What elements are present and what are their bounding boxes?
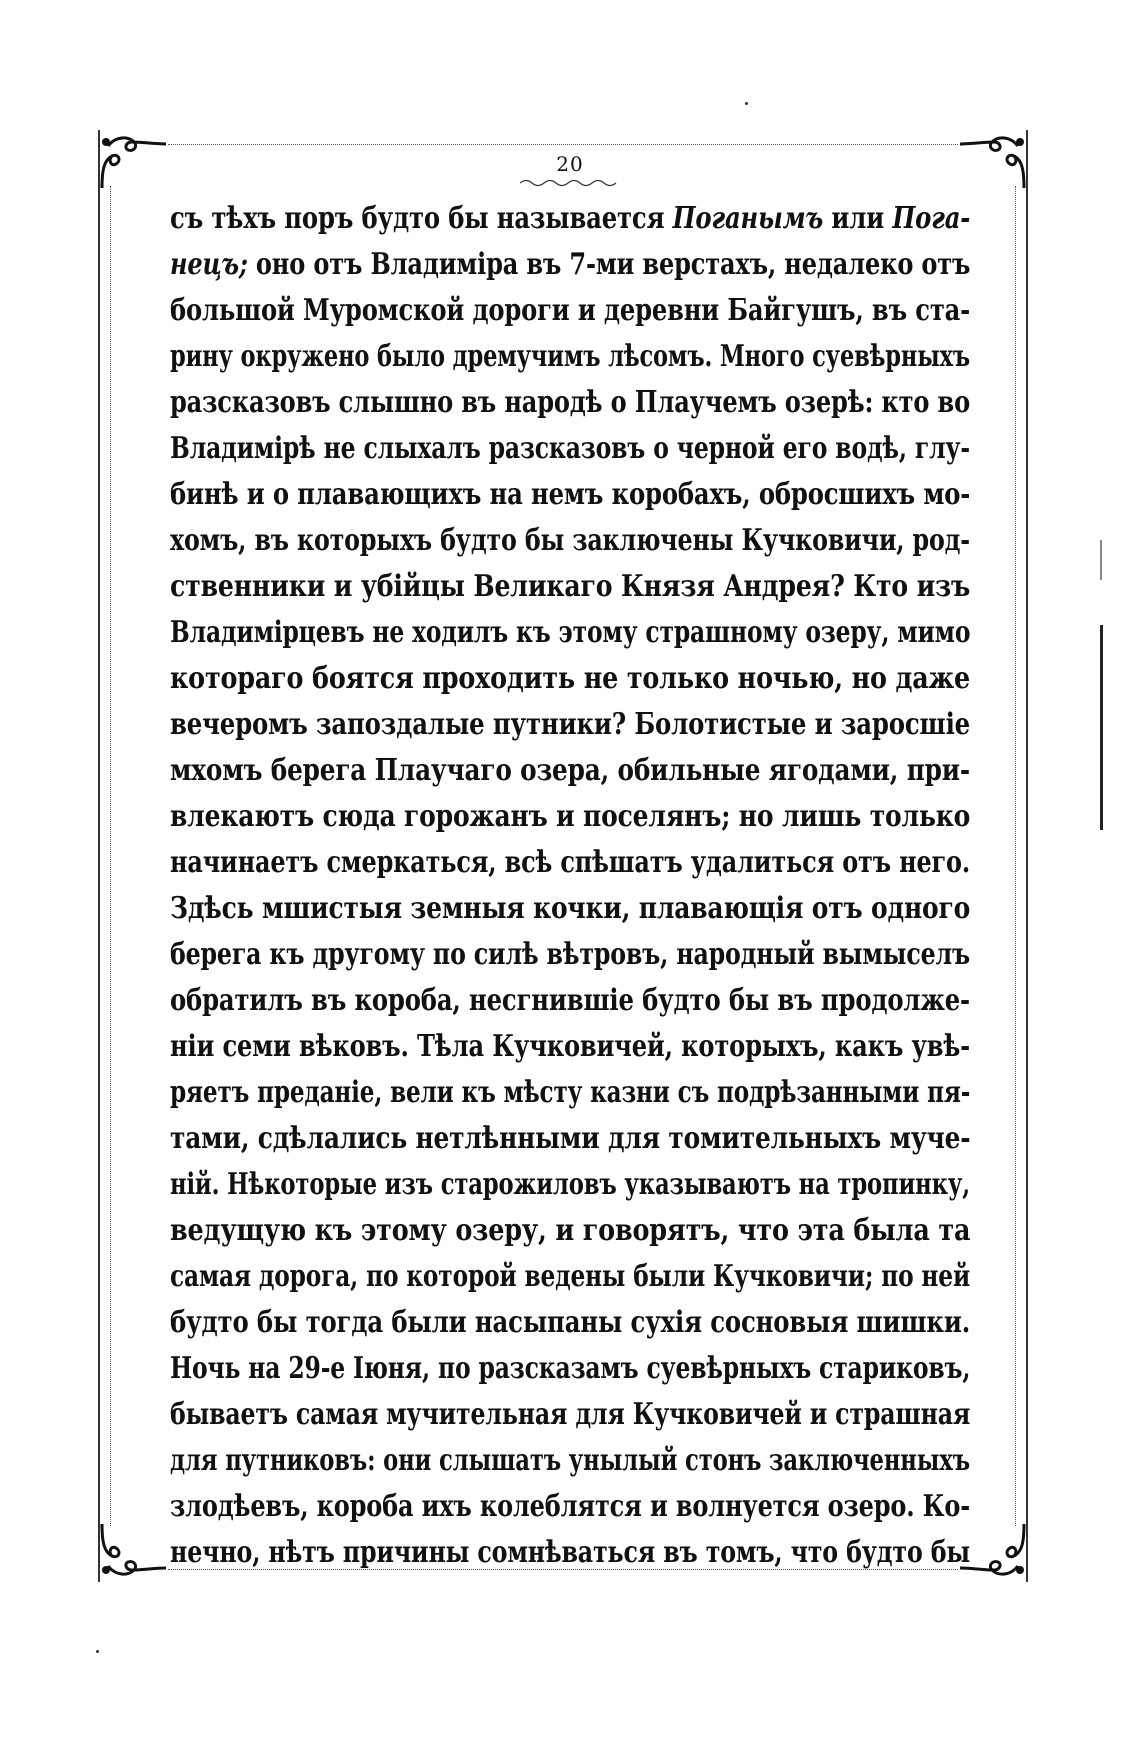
border-top-rule bbox=[168, 144, 958, 145]
text-segment: мхомъ берега Плаучаго озера, обильные ягодами, при- bbox=[170, 753, 971, 788]
text-line bbox=[170, 472, 970, 518]
text-segment: Здѣсь мшистыя земныя кочки, плавающія отъ одного bbox=[170, 891, 971, 926]
text-segment: бинѣ и о плавающихъ на немъ коробахъ, обросшихъ мо- bbox=[170, 477, 971, 512]
text-line bbox=[170, 978, 970, 1024]
text-line bbox=[170, 1070, 970, 1116]
text-segment: вечеромъ запоздалые путники? Болотистые и заросшіе bbox=[170, 707, 971, 742]
text-line bbox=[170, 1024, 970, 1070]
text-line bbox=[170, 840, 970, 886]
text-line bbox=[170, 656, 970, 702]
italic-text: нецъ; bbox=[170, 247, 248, 282]
text-segment: злодѣевъ, короба ихъ колеблятся и волнуется озеро. Ко- bbox=[170, 1489, 970, 1524]
text-line bbox=[170, 1484, 970, 1530]
text-segment: съ тѣхъ поръ будто бы называется bbox=[170, 201, 673, 236]
text-line bbox=[170, 334, 970, 380]
text-line bbox=[170, 1300, 970, 1346]
corner-ornament-bottom-left bbox=[98, 1522, 168, 1582]
border-left-rule bbox=[110, 186, 111, 1526]
text-segment: рину окружено было дремучимъ лѣсомъ. Много суевѣрныхъ bbox=[170, 339, 971, 374]
text-line bbox=[170, 1530, 970, 1576]
italic-text: Пога- bbox=[892, 201, 971, 236]
text-segment: ній. Нѣкоторые изъ старожиловъ указываютъ на тропинку, bbox=[170, 1167, 970, 1202]
text-line bbox=[170, 794, 970, 840]
text-line bbox=[170, 748, 970, 794]
text-segment: Владимірцевъ не ходилъ къ этому страшному озеру, мимо bbox=[170, 615, 971, 650]
text-line bbox=[170, 426, 970, 472]
text-line bbox=[170, 1438, 970, 1484]
text-segment: хомъ, въ которыхъ будто бы заключены Кучковичи, род- bbox=[170, 523, 971, 558]
text-line bbox=[170, 242, 970, 288]
text-segment: или bbox=[823, 201, 893, 236]
text-line bbox=[170, 1162, 970, 1208]
text-segment: разсказовъ слышно въ народѣ о Плаучемъ озерѣ: кто во bbox=[170, 385, 970, 420]
speck bbox=[745, 102, 748, 105]
page-number: 20 bbox=[556, 152, 584, 176]
text-segment: Ночь на 29-е Іюня, по разсказамъ суевѣрныхъ стариковъ, bbox=[170, 1351, 971, 1386]
text-segment: большой Муромской дороги и деревни Байгушъ, въ ста- bbox=[170, 293, 971, 328]
text-segment: нечно, нѣтъ причины сомнѣваться въ томъ, что будто бы bbox=[170, 1535, 970, 1570]
border-right-line bbox=[1026, 130, 1028, 1582]
text-segment: ніи семи вѣковъ. Тѣла Кучковичей, которыхъ, какъ увѣ- bbox=[170, 1029, 970, 1064]
body-text bbox=[170, 196, 970, 1576]
text-line bbox=[170, 702, 970, 748]
text-line bbox=[170, 518, 970, 564]
text-segment: берега къ другому по силѣ вѣтровъ, народный вымыселъ bbox=[170, 937, 971, 972]
text-segment: начинаетъ смеркаться, всѣ спѣшатъ удалиться отъ него. bbox=[170, 845, 970, 880]
text-line bbox=[170, 1254, 970, 1300]
text-segment: будто бы тогда были насыпаны сухія сосновыя шишки. bbox=[170, 1305, 971, 1340]
text-line bbox=[170, 610, 970, 656]
text-segment: для путниковъ: они слышатъ унылый стонъ заключенныхъ bbox=[170, 1443, 970, 1478]
speck bbox=[96, 1650, 99, 1653]
text-segment: ведущую къ этому озеру, и говорятъ, что эта была та bbox=[170, 1213, 971, 1248]
italic-text: Поганымъ bbox=[672, 201, 824, 236]
text-line bbox=[170, 1346, 970, 1392]
text-line bbox=[170, 1116, 970, 1162]
text-line bbox=[170, 288, 970, 334]
text-segment: тами, сдѣлались нетлѣнными для томительныхъ муче- bbox=[170, 1121, 971, 1156]
text-line bbox=[170, 380, 970, 426]
text-line bbox=[170, 1208, 970, 1254]
text-segment: самая дорога, по которой ведены были Кучковичи; по ней bbox=[170, 1259, 971, 1294]
text-segment: ственники и убійцы Великаго Князя Андрея? Кто изъ bbox=[170, 569, 971, 604]
text-segment: влекаютъ сюда горожанъ и поселянъ; но лишь только bbox=[170, 799, 971, 834]
text-segment: оно отъ Владиміра въ 7-ми верстахъ, недалеко отъ bbox=[247, 247, 971, 282]
text-segment: ряетъ преданіе, вели къ мѣсту казни съ подрѣзанными пя- bbox=[170, 1075, 971, 1110]
text-segment: Владимірѣ не слыхалъ разсказовъ о черной его водѣ, глу- bbox=[170, 431, 971, 466]
text-segment: бываетъ самая мучительная для Кучковичей и страшная bbox=[170, 1397, 971, 1432]
page-number-ornament bbox=[520, 178, 620, 188]
text-segment: котораго боятся проходить не только ночью, но даже bbox=[170, 661, 971, 696]
margin-mark bbox=[1100, 540, 1102, 580]
border-right-rule bbox=[1015, 186, 1016, 1526]
text-line bbox=[170, 932, 970, 978]
text-line bbox=[170, 196, 970, 242]
text-segment: обратилъ въ короба, несгнившіе будто бы въ продолже- bbox=[170, 983, 970, 1018]
border-left-line bbox=[98, 130, 100, 1582]
text-line bbox=[170, 1392, 970, 1438]
margin-bar bbox=[1100, 625, 1103, 830]
text-line bbox=[170, 886, 970, 932]
text-line bbox=[170, 564, 970, 610]
